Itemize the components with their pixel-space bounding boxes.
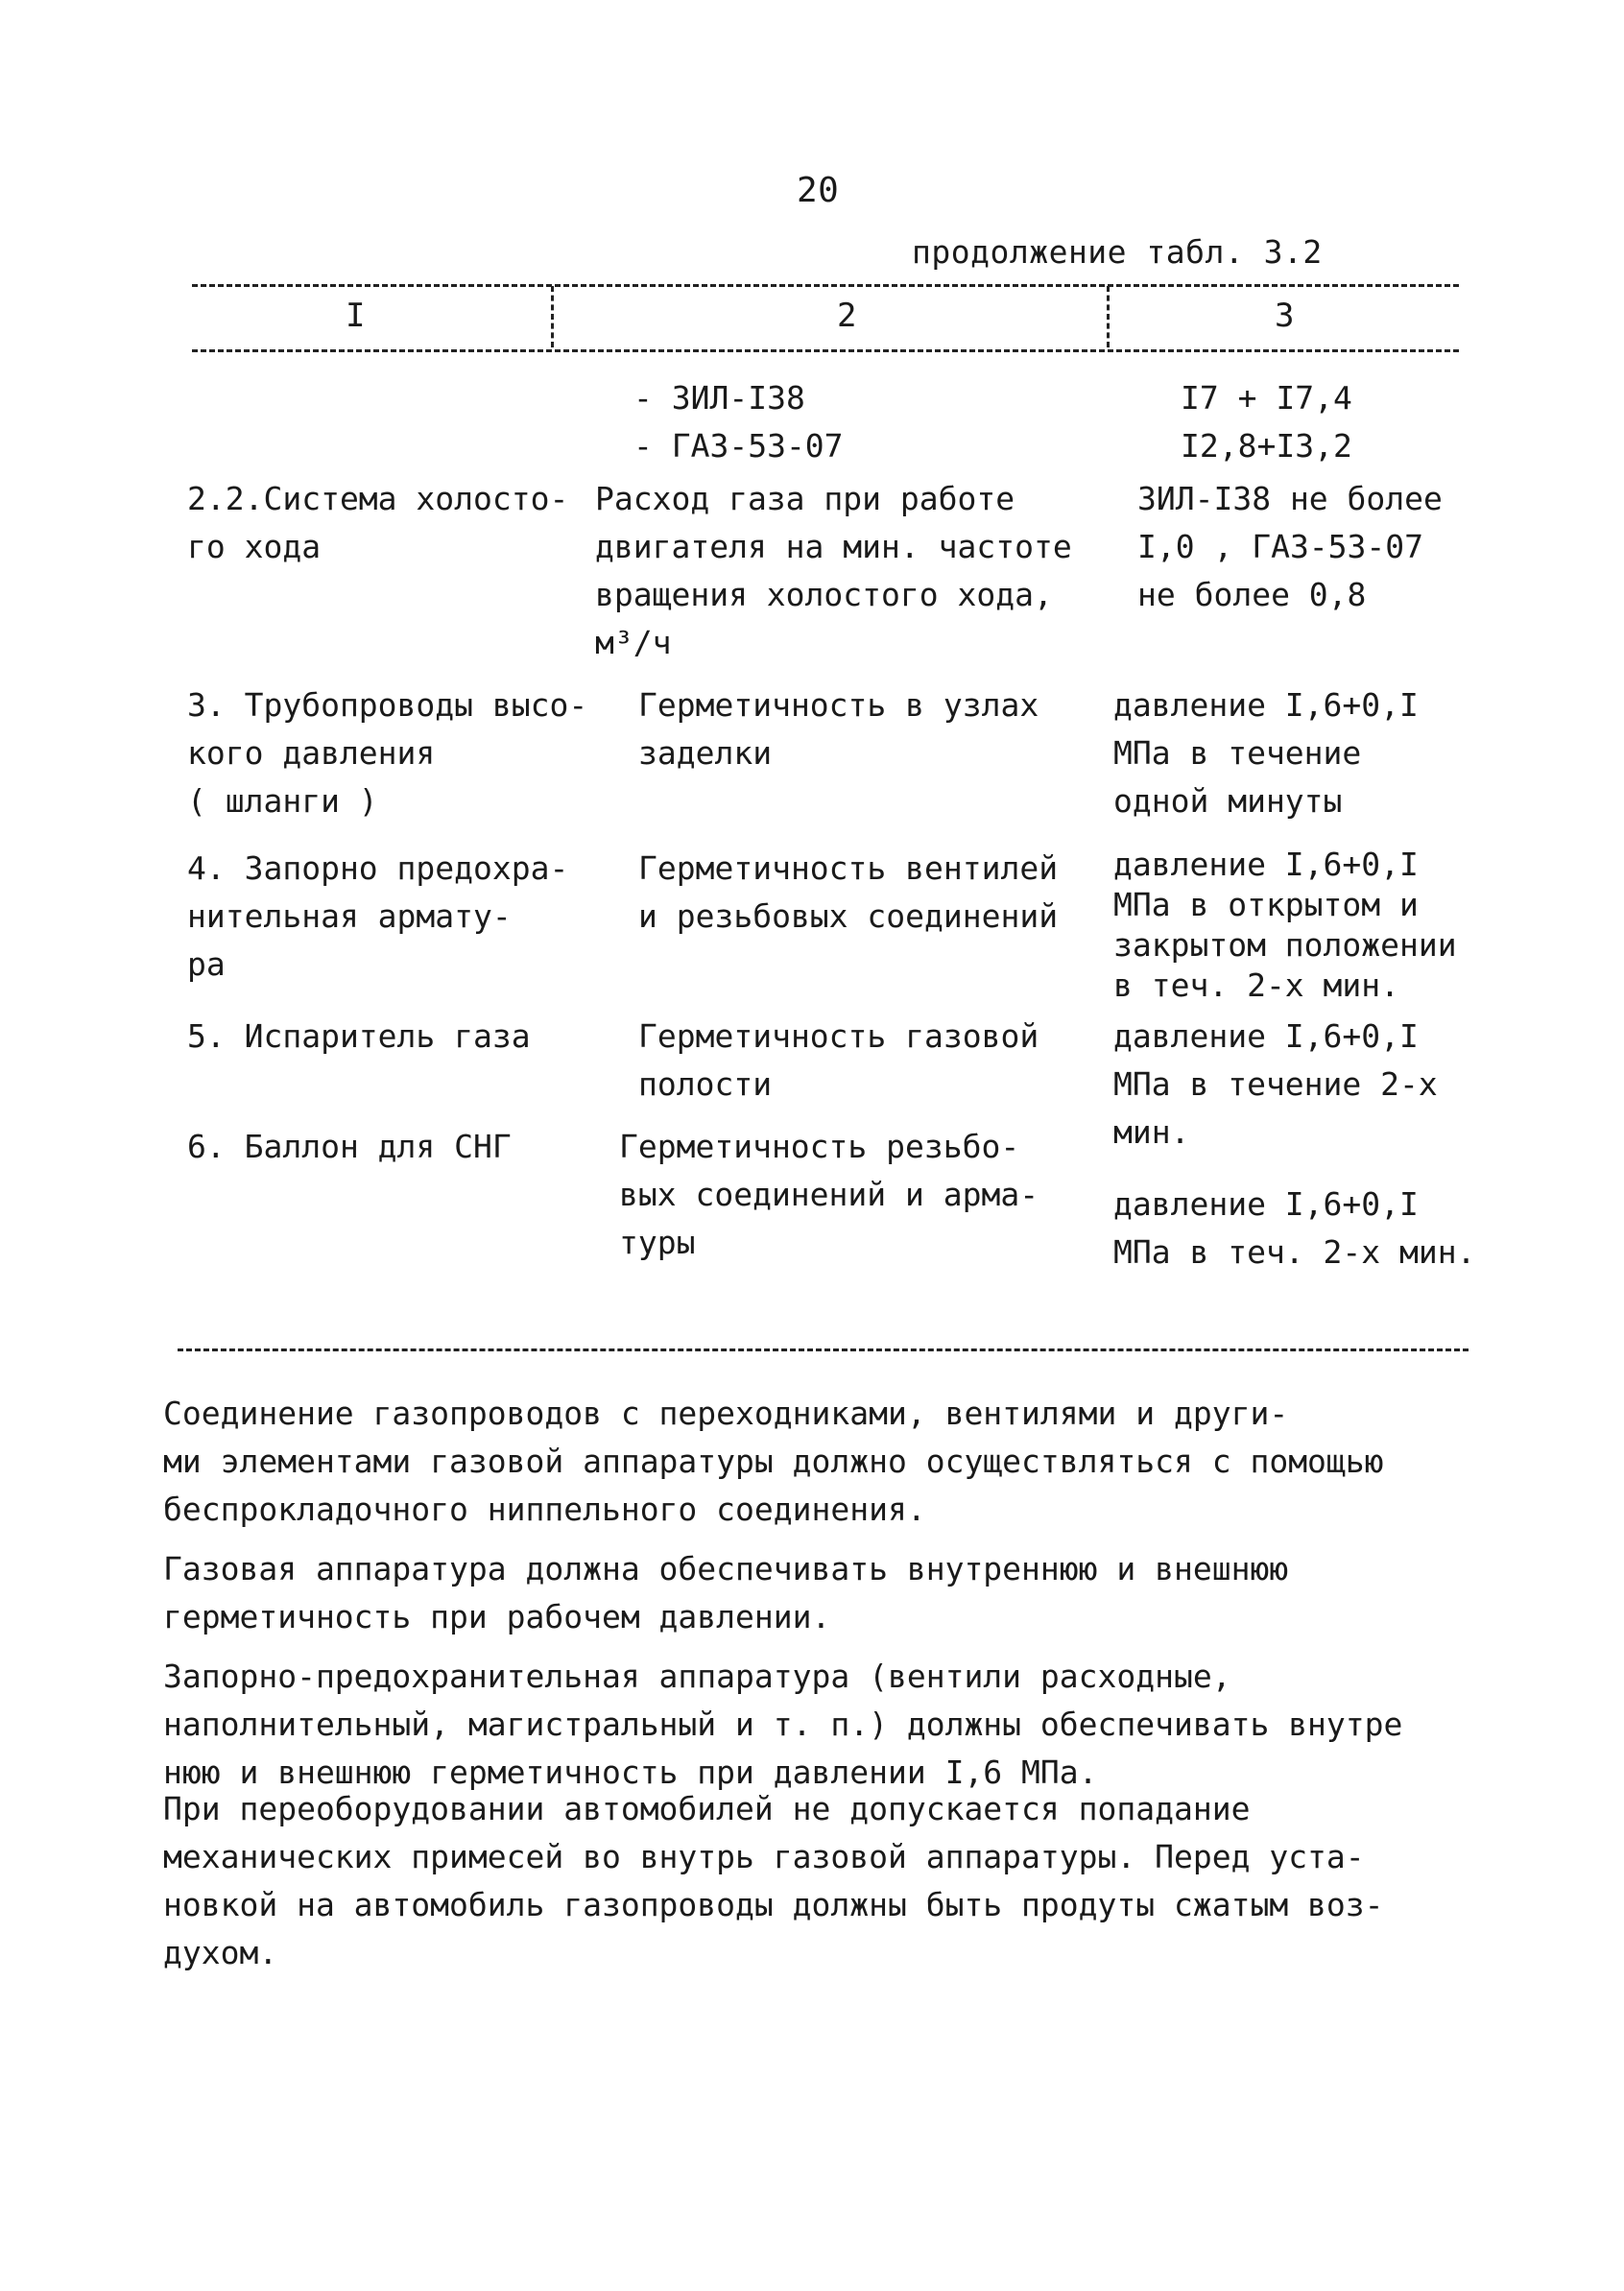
table-cell-item: 6. Баллон для СНГ: [187, 1128, 512, 1165]
table-cell-norm: давление I,6+0,I МПа в теч. 2-х мин.: [1113, 1185, 1476, 1271]
column-header-3: 3: [1275, 297, 1295, 335]
table-cell-parameter: Герметичность вентилей и резьбовых соединений: [638, 849, 1059, 935]
table-cell-item: 5. Испаритель газа: [187, 1017, 531, 1055]
paragraph: Газовая аппаратура должна обеспечивать внутреннюю и внешнюю герметичность при рабочем давлении.: [163, 1550, 1289, 1635]
table-cell-item: 4. Запорно предохра- нительная армату- ра: [187, 849, 569, 983]
table-cell-item: 2.2.Система холосто- го хода: [187, 480, 569, 565]
table-cell-parameter: Герметичность в узлах заделки: [638, 686, 1039, 772]
table-cell-parameter: Расход газа при работе двигателя на мин. частоте вращения холостого хода, м³/ч: [595, 480, 1072, 661]
paragraph: Запорно-предохранительная аппаратура (вентили расходные, наполнительный, магистральный и т. п.) должны обеспечивать внутре нюю и внешнюю герметичность при давлении I,6 МПа.: [163, 1658, 1403, 1791]
table-bottom-rule: [178, 1348, 1469, 1351]
table-top-rule: [192, 284, 1459, 287]
paragraph: При переоборудовании автомобилей не допускается попадание механических примесей во внутрь газовой аппаратуры. Перед уста- новкой на автомобиль газопроводы должны быть продуты сжатым воз- духом.: [163, 1790, 1384, 1971]
column-header-1: I: [346, 297, 366, 335]
paragraph: Соединение газопроводов с переходниками, вентилями и други- ми элементами газовой аппаратуры должно осуществляться с помощью беспрокладочного ниппельного соединения.: [163, 1395, 1384, 1528]
table-cell-norm: давление I,6+0,I МПа в открытом и закрытом положении в теч. 2-х мин.: [1113, 846, 1457, 1004]
table-cell-norm: давление I,6+0,I МПа в течение 2-х мин.: [1113, 1017, 1438, 1151]
table-cell-norm: I7 + I7,4 I2,8+I3,2: [1181, 379, 1352, 465]
table-cell-item: 3. Трубопроводы высо- кого давления ( шланги ): [187, 686, 588, 820]
column-separator: [551, 286, 554, 347]
table-cell-norm: ЗИЛ-I38 не более I,0 , ГАЗ-53-07 не более 0,8: [1137, 480, 1443, 613]
table-cell-parameter: Герметичность газовой полости: [638, 1017, 1039, 1103]
table-cell-parameter: Герметичность резьбо- вых соединений и арма- туры: [619, 1128, 1039, 1261]
table-cell-norm: давление I,6+0,I МПа в течение одной минуты: [1113, 686, 1419, 820]
column-separator: [1107, 286, 1110, 347]
table-cell-parameter: - ЗИЛ-I38 - ГАЗ-53-07: [633, 379, 844, 465]
table-header-rule: [192, 349, 1459, 352]
column-header-2: 2: [837, 297, 857, 335]
page-number: 20: [797, 171, 840, 210]
table-caption: продолжение табл. 3.2: [912, 233, 1323, 271]
